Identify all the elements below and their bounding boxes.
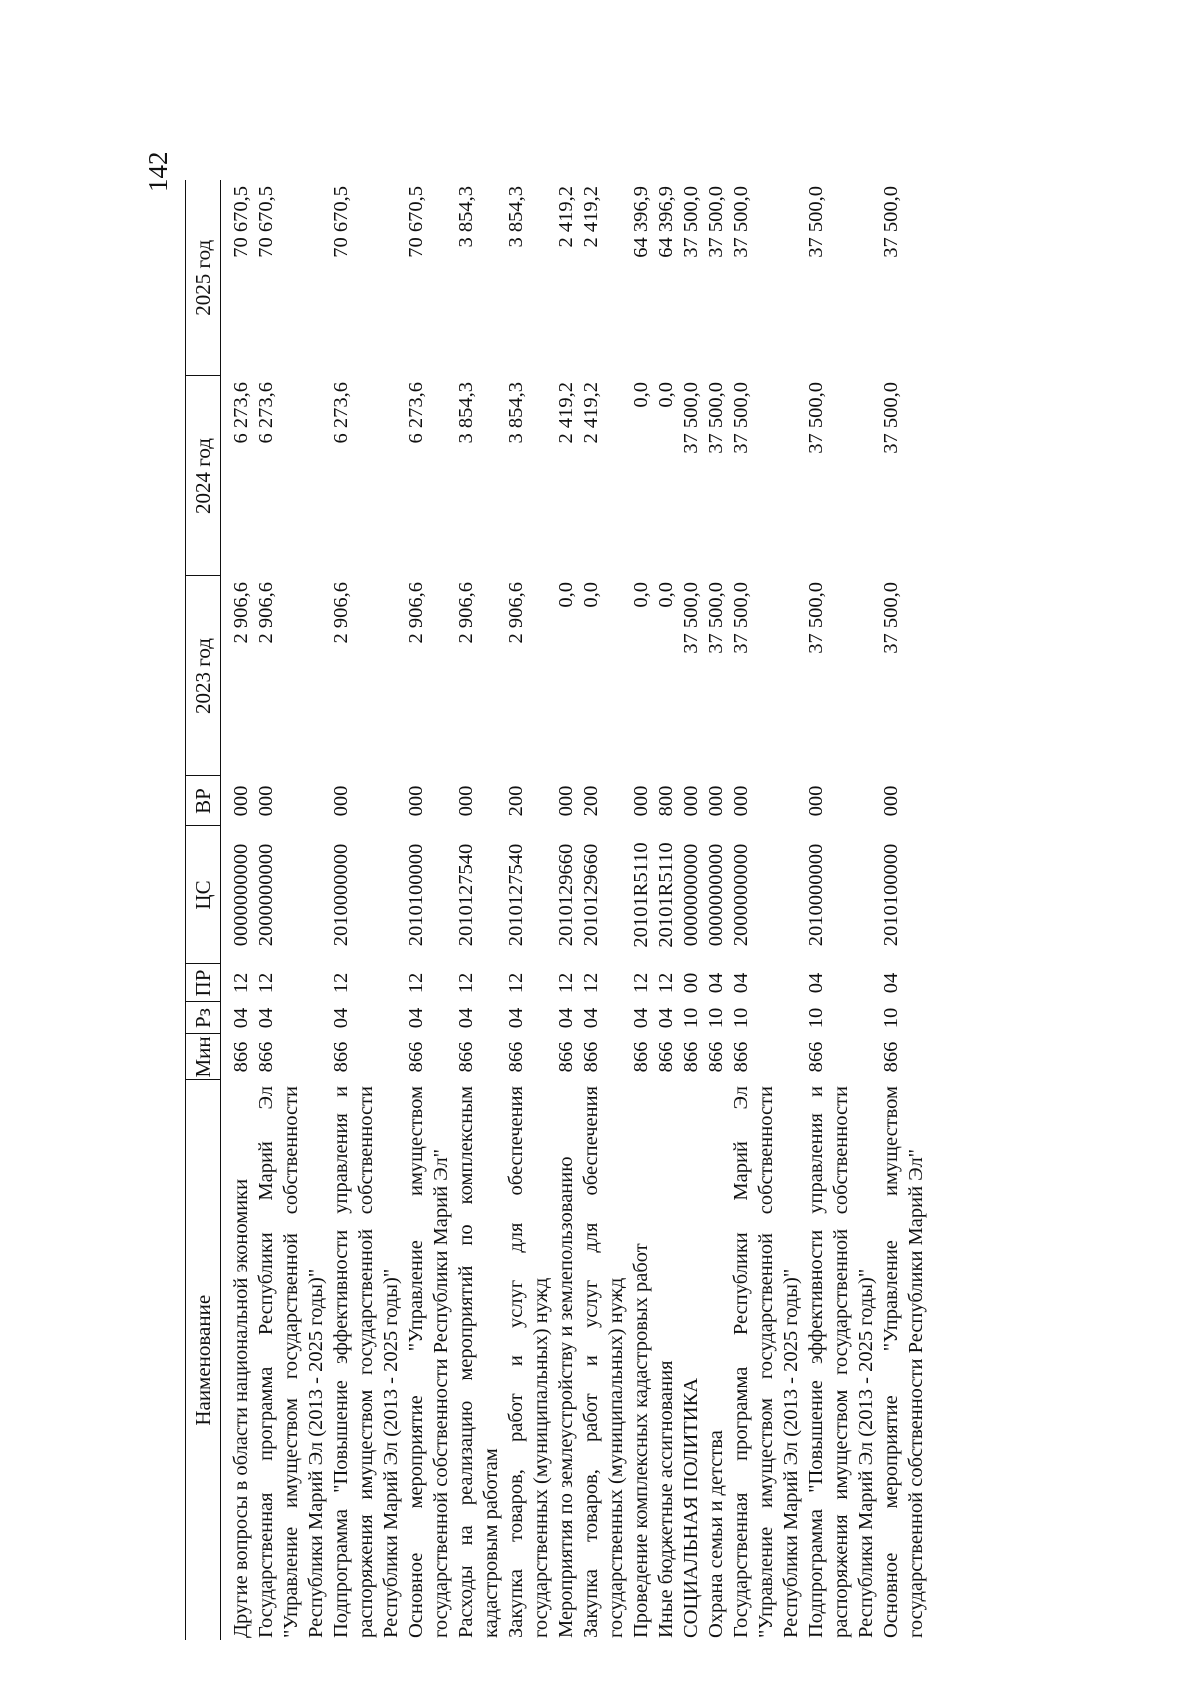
cell-2023: 2 906,6: [505, 582, 527, 644]
cell-name: Закупка товаров, работ и услуг для обеспечения государственных (муниципальных) нужд: [505, 1086, 552, 1638]
cell-cs: 2010100000: [405, 843, 427, 947]
cell-name: Подпрограмма "Повышение эффективности управления и распоряжения имуществом государственной собственности Республики Марий Эл (2013 - 2025 годы)": [330, 1086, 402, 1638]
cell-2025: 37 500,0: [880, 186, 902, 258]
cell-2024: 6 273,6: [330, 382, 352, 444]
table-row: [629, 180, 654, 1640]
cell-2025: 70 670,5: [230, 186, 252, 258]
cell-cs: 20101R5110: [630, 842, 652, 948]
cell-cs: 2010129660: [555, 843, 577, 947]
cell-2023: 37 500,0: [805, 582, 827, 654]
cell-name: Государственная программа Республики Марий Эл "Управление имуществом государственной собственности Республики Марий Эл (2013 - 2025 годы)": [255, 1086, 327, 1638]
cell-vr: 000: [705, 785, 727, 817]
cell-name: Проведение комплексных кадастровых работ: [630, 1243, 652, 1638]
cell-min: 866: [630, 1041, 652, 1073]
cell-min: 866: [655, 1041, 677, 1073]
cell-2025: 2 419,2: [555, 186, 577, 248]
cell-vr: 000: [455, 785, 477, 817]
cell-vr: 200: [580, 785, 602, 817]
cell-2025: 3 854,3: [505, 186, 527, 248]
cell-min: 866: [255, 1041, 277, 1073]
header-name: Наименование: [186, 1080, 221, 1640]
cell-2023: 2 906,6: [230, 582, 252, 644]
cell-2025: 70 670,5: [255, 186, 277, 258]
table-row: [504, 180, 554, 1640]
table-header-row: [186, 180, 221, 1640]
cell-2025: 37 500,0: [680, 186, 702, 258]
cell-cs: 2010100000: [880, 843, 902, 947]
table-row: [654, 180, 679, 1640]
cell-pr: 12: [255, 972, 277, 994]
table-row: [454, 180, 504, 1640]
table-row: [404, 180, 454, 1640]
cell-2023: 37 500,0: [880, 582, 902, 654]
cell-name: СОЦИАЛЬНАЯ ПОЛИТИКА: [680, 1377, 702, 1638]
cell-cs: 0000000000: [230, 843, 252, 947]
cell-2025: 2 419,2: [580, 186, 602, 248]
cell-2025: 37 500,0: [730, 186, 752, 258]
cell-pr: 04: [730, 972, 752, 994]
cell-2024: 0,0: [630, 382, 652, 408]
cell-min: 866: [730, 1041, 752, 1073]
cell-pr: 12: [505, 972, 527, 994]
cell-name: Другие вопросы в области национальной экономики: [230, 1178, 252, 1638]
header-vr: ВР: [186, 776, 221, 826]
cell-2024: 3 854,3: [505, 382, 527, 444]
table-row: [729, 180, 804, 1640]
cell-name: Государственная программа Республики Марий Эл "Управление имуществом государственной собственности Республики Марий Эл (2013 - 2025 годы)": [730, 1086, 802, 1638]
cell-2024: 6 273,6: [230, 382, 252, 444]
cell-2025: 3 854,3: [455, 186, 477, 248]
cell-min: 866: [230, 1041, 252, 1073]
cell-2025: 64 396,9: [630, 186, 652, 258]
cell-2025: 70 670,5: [405, 186, 427, 258]
cell-min: 866: [705, 1041, 727, 1073]
cell-2024: 37 500,0: [880, 382, 902, 454]
cell-2025: 37 500,0: [705, 186, 727, 258]
table-row: [804, 180, 879, 1640]
page-number: 142: [143, 151, 173, 192]
cell-rz: 10: [705, 1007, 727, 1029]
cell-cs: 20101R5110: [655, 842, 677, 948]
cell-2024: 6 273,6: [405, 382, 427, 444]
table-row: [254, 180, 329, 1640]
cell-vr: 000: [255, 785, 277, 817]
cell-min: 866: [555, 1041, 577, 1073]
table-row: [704, 180, 729, 1640]
cell-vr: 800: [655, 785, 677, 817]
cell-min: 866: [680, 1041, 702, 1073]
cell-2024: 3 854,3: [455, 382, 477, 444]
header-rz: Рз: [186, 1002, 221, 1034]
cell-name: Основное мероприятие "Управление имуществом государственной собственности Республики Марий Эл": [880, 1086, 927, 1638]
cell-cs: 0000000000: [705, 843, 727, 947]
cell-2023: 0,0: [655, 582, 677, 608]
cell-vr: 000: [330, 785, 352, 817]
cell-name: Мероприятия по землеустройству и землепользованию: [555, 1156, 577, 1638]
cell-2023: 0,0: [580, 582, 602, 608]
cell-pr: 12: [630, 972, 652, 994]
cell-pr: 12: [230, 972, 252, 994]
cell-rz: 04: [255, 1007, 277, 1029]
header-2024: 2024 год: [186, 376, 221, 576]
cell-2024: 37 500,0: [680, 382, 702, 454]
cell-rz: 04: [555, 1007, 577, 1029]
cell-min: 866: [405, 1041, 427, 1073]
cell-name: Подпрограмма "Повышение эффективности управления и распоряжения имуществом государственной собственности Республики Марий Эл (2013 - 2025 годы)": [805, 1086, 877, 1638]
cell-cs: 2000000000: [255, 843, 277, 947]
cell-min: 866: [580, 1041, 602, 1073]
cell-2025: 37 500,0: [805, 186, 827, 258]
header-min: Мин: [186, 1034, 221, 1080]
cell-rz: 04: [630, 1007, 652, 1029]
cell-name: Охрана семьи и детства: [705, 1430, 727, 1638]
cell-2023: 2 906,6: [255, 582, 277, 644]
cell-2024: 0,0: [655, 382, 677, 408]
cell-rz: 04: [330, 1007, 352, 1029]
table-row: [554, 180, 579, 1640]
table-row: [579, 180, 629, 1640]
cell-rz: 10: [680, 1007, 702, 1029]
cell-cs: 2010000000: [330, 843, 352, 947]
cell-2024: 2 419,2: [580, 382, 602, 444]
cell-min: 866: [330, 1041, 352, 1073]
cell-rz: 10: [730, 1007, 752, 1029]
cell-pr: 12: [555, 972, 577, 994]
cell-2023: 2 906,6: [405, 582, 427, 644]
cell-vr: 000: [555, 785, 577, 817]
cell-pr: 12: [580, 972, 602, 994]
cell-cs: 2010129660: [580, 843, 602, 947]
cell-2023: 2 906,6: [455, 582, 477, 644]
cell-rz: 04: [405, 1007, 427, 1029]
cell-cs: 0000000000: [680, 843, 702, 947]
table-row: [221, 180, 255, 1640]
cell-pr: 12: [455, 972, 477, 994]
cell-vr: 000: [680, 785, 702, 817]
cell-2023: 0,0: [555, 582, 577, 608]
cell-min: 866: [805, 1041, 827, 1073]
cell-2023: 37 500,0: [705, 582, 727, 654]
cell-rz: 04: [455, 1007, 477, 1029]
cell-2025: 64 396,9: [655, 186, 677, 258]
cell-vr: 000: [805, 785, 827, 817]
cell-2024: 2 419,2: [555, 382, 577, 444]
cell-2025: 70 670,5: [330, 186, 352, 258]
header-2025: 2025 год: [186, 180, 221, 376]
cell-vr: 000: [880, 785, 902, 817]
cell-pr: 12: [330, 972, 352, 994]
cell-2024: 37 500,0: [730, 382, 752, 454]
cell-name: Закупка товаров, работ и услуг для обеспечения государственных (муниципальных) нужд: [580, 1086, 627, 1638]
header-pr: ПР: [186, 964, 221, 1002]
table-row: [679, 180, 704, 1640]
cell-rz: 04: [655, 1007, 677, 1029]
cell-rz: 10: [880, 1007, 902, 1029]
cell-cs: 2000000000: [730, 843, 752, 947]
cell-pr: 12: [655, 972, 677, 994]
header-cs: ЦС: [186, 826, 221, 964]
cell-rz: 04: [580, 1007, 602, 1029]
budget-table: [185, 180, 929, 1640]
cell-min: 866: [505, 1041, 527, 1073]
cell-rz: 10: [805, 1007, 827, 1029]
cell-vr: 000: [630, 785, 652, 817]
table-row: [329, 180, 404, 1640]
header-2023: 2023 год: [186, 576, 221, 776]
cell-rz: 04: [230, 1007, 252, 1029]
cell-2024: 37 500,0: [805, 382, 827, 454]
cell-2023: 37 500,0: [730, 582, 752, 654]
cell-pr: 12: [405, 972, 427, 994]
cell-min: 866: [455, 1041, 477, 1073]
cell-2024: 37 500,0: [705, 382, 727, 454]
cell-2023: 0,0: [630, 582, 652, 608]
cell-pr: 04: [880, 972, 902, 994]
cell-cs: 2010127540: [455, 843, 477, 947]
cell-name: Расходы на реализацию мероприятий по комплексным кадастровым работам: [455, 1086, 502, 1638]
table-body: [221, 180, 930, 1640]
cell-cs: 2010000000: [805, 843, 827, 947]
cell-rz: 04: [505, 1007, 527, 1029]
cell-min: 866: [880, 1041, 902, 1073]
table-row: [879, 180, 929, 1640]
cell-pr: 04: [805, 972, 827, 994]
cell-pr: 04: [705, 972, 727, 994]
cell-2024: 6 273,6: [255, 382, 277, 444]
cell-pr: 00: [680, 972, 702, 994]
cell-vr: 200: [505, 785, 527, 817]
cell-2023: 37 500,0: [680, 582, 702, 654]
cell-vr: 000: [405, 785, 427, 817]
cell-2023: 2 906,6: [330, 582, 352, 644]
cell-vr: 000: [730, 785, 752, 817]
cell-cs: 2010127540: [505, 843, 527, 947]
rotated-page: [143, 100, 1045, 1640]
cell-name: Иные бюджетные ассигнования: [655, 1360, 677, 1638]
cell-name: Основное мероприятие "Управление имуществом государственной собственности Республики Марий Эл": [405, 1086, 452, 1638]
cell-vr: 000: [230, 785, 252, 817]
